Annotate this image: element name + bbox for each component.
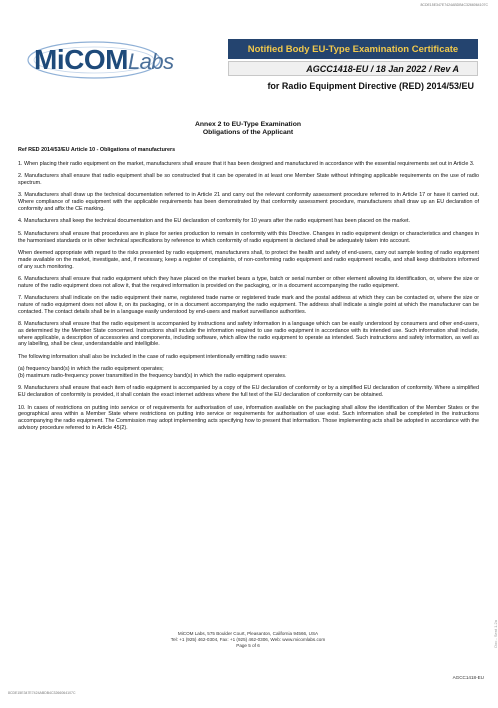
directive-title: for Radio Equipment Directive (RED) 2014/53/EU [267, 81, 474, 91]
annex-title [0, 121, 496, 137]
article-reference: Ref RED 2014/53/EU Article 10 - Obligations of manufacturers [18, 147, 176, 153]
paragraph-7: 7. Manufacturers shall indicate on the radio equipment their name, registered trade name or registered trade mark and the postal address at which they can be contacted or, where the size or nature of radio equipment does not allow it, on its packaging, or in a document accompanying the radio equipment. The address shall indicate a single point at which the manufacturer can be contacted. The contact details shall be in a language easily understood by end-users and market surveillance authorities. [18, 295, 479, 315]
paragraph-2: 2. Manufacturers shall ensure that radio equipment shall be so constructed that it can be operated in at least one Member State without infringing applicable requirements on the use of radio spectrum. [18, 173, 479, 186]
certificate-reference: AGCC1418-EU / 18 Jan 2022 / Rev A [228, 61, 478, 76]
paragraph-3: 3. Manufacturers shall draw up the technical documentation referred to in Article 21 and carry out the relevant conformity assessment procedure referred to in Article 17 or have it carried out. Where compliance of radio equipment with the applicable requirements has been demonstrated by that conformity assessment procedure, manufacturers shall draw up an EU declaration of conformity and affix the CE marking. [18, 192, 479, 212]
footer-address: MiCOM Labs, 575 Boulder Court, Pleasanton, California 94566, USA [177, 631, 319, 636]
annex-title-line1: Annex 2 to EU-Type Examination [195, 121, 301, 128]
paragraph-5: 5. Manufacturers shall ensure that procedures are in place for series production to remain in conformity with this Directive. Changes in radio equipment design or characteristics and changes in the harmonised standards or in other technical specifications by reference to which conformity of radio equipment is declared shall be adequately taken into account. [18, 230, 479, 244]
logo-text [34, 44, 174, 76]
logo-suffix: Labs [127, 49, 174, 74]
footer-certificate-id: AGCC1418-EU [452, 675, 484, 680]
document-id-top: 8CDE15E347E7424ABDB4C3266064107C [420, 3, 488, 7]
paragraph-9: 9. Manufacturers shall ensure that each item of radio equipment is accompanied by a copy of the EU declaration of conformity or by a simplified EU declaration of conformity. Where a simplified EU declaration of conformity is provided, it shall contain the exact internet address where the full text of the EU declaration of conformity can be obtained. [18, 385, 479, 399]
micom-labs-logo [24, 38, 174, 84]
paragraph-8: 8. Manufacturers shall ensure that the radio equipment is accompanied by instructions and safety information in a language which can be easily understood by consumers and other end-users, as determined by the Member State concerned. Instructions shall include the information required to use radio equipment in accordance with its intended use. Such information shall include, where applicable, a description of accessories and components, including software, which allow the radio equipment to operate as intended. Such instructions and safety information, as well as any labelling, shall be clear, understandable and intelligible. [18, 321, 479, 348]
page-footer [0, 631, 496, 650]
list-item-b: (b) maximum radio-frequency power transmitted in the frequency band(s) in which the radio equipment operates. [18, 373, 287, 380]
annex-title-line2: Obligations of the Applicant [202, 129, 294, 136]
document-id-bottom: 8CDE15E347E7424ABDB4C3266064107C [8, 691, 76, 695]
list-item-a: (a) frequency band(s) in which the radio equipment operates; [18, 366, 164, 373]
page-number: Page 5 of 6 [236, 643, 260, 649]
paragraph-8b: The following information shall also be included in the case of radio equipment intentionally emitting radio waves: [18, 353, 287, 360]
paragraph-10: 10. In cases of restrictions on putting into service or of requirements for authorisation of use, information available on the packaging shall allow the identification of the Member States or the geographical area within a Member State where restrictions on putting into service or requirements for authorisation of use exist. Such information shall be completed in the instructions accompanying the radio equipment. The Commission may adopt implementing acts specifying how to present that information. Those implementing acts shall be adopted in accordance with the advisory procedure referred to in Article 45(2). [18, 404, 479, 432]
paragraph-6: 6. Manufacturers shall ensure that radio equipment which they have placed on the market bears a type, batch or serial number or other element allowing its identification, or, where the size or nature of the radio equipment does not allow it, that the required information is provided on the packaging, or in a document accompanying the radio equipment. [18, 275, 479, 289]
document-body [18, 147, 479, 437]
footer-contact: Tel: +1 (925) 462-0304, Fax: +1 (925) 462-0306, Web: www.micomlabs.com [170, 637, 326, 643]
paragraph-1: 1. When placing their radio equipment on the market, manufacturers shall ensure that it has been designed and manufactured in accordance with the essential requirements set out in Article 3. [18, 160, 475, 167]
paragraph-5b: When deemed appropriate with regard to the risks presented by radio equipment, manufacturers shall, to protect the health and safety of end-users, carry out sample testing of radio equipment made available on the market, investigate, and, if necessary, keep a register of complaints, of non-conforming radio equipment and radio equipment recalls, and shall keep distributors informed of any such monitoring. [18, 249, 479, 270]
certificate-banner: Notified Body EU-Type Examination Certificate [228, 39, 478, 59]
document-version-vertical: Doc - Sent 1.2a [493, 620, 498, 648]
logo-main: MiCOM [34, 44, 128, 75]
paragraph-4: 4. Manufacturers shall keep the technical documentation and the EU declaration of conformity for 10 years after the radio equipment has been placed on the market. [18, 218, 410, 225]
